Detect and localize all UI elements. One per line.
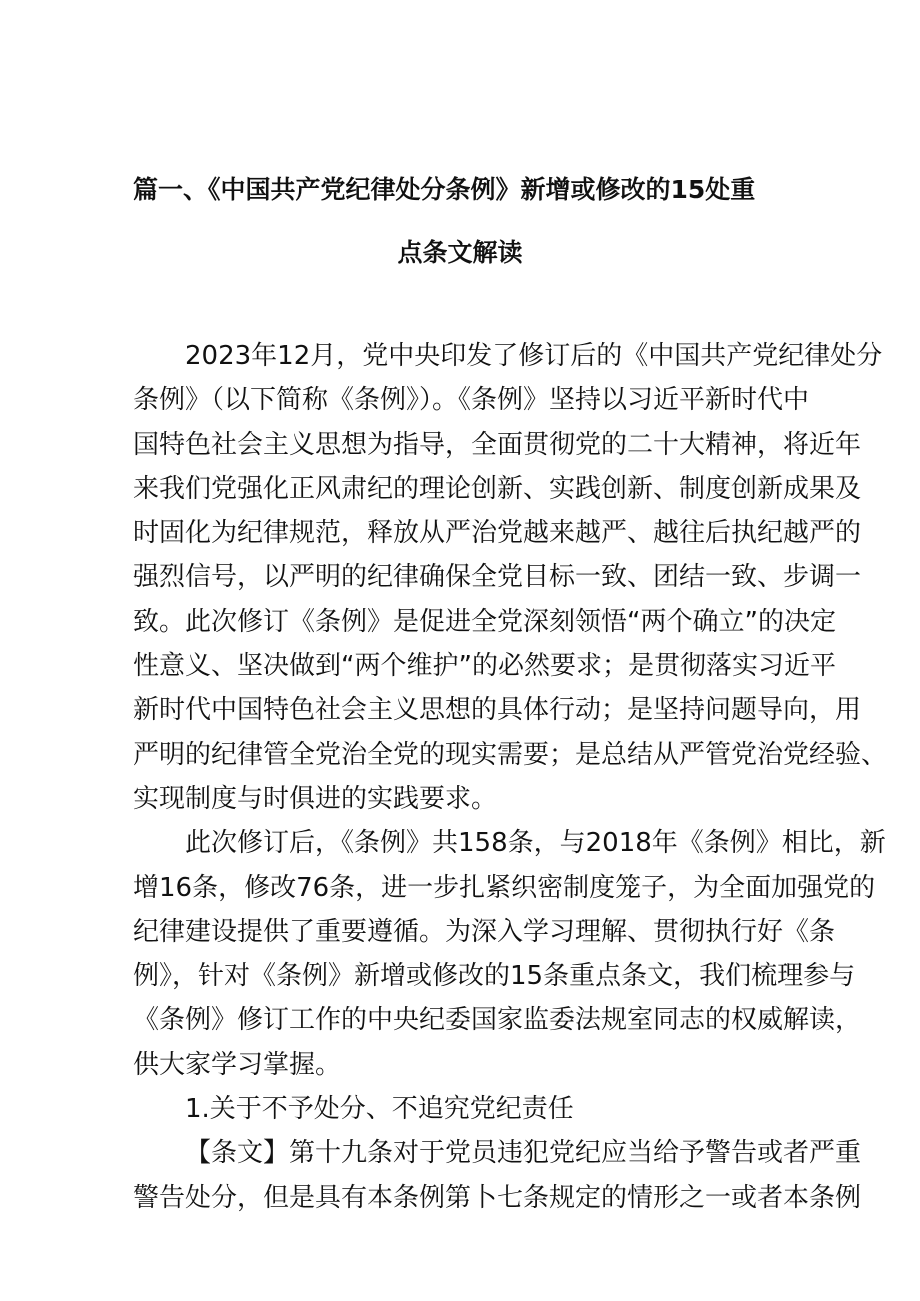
text-line: 新时代中国特色社会主义思想的具体行动；是坚持问题导向，用 <box>133 695 862 726</box>
paragraph-3 <box>133 1131 862 1220</box>
text-line: 国特色社会主义思想为指导，全面贯彻党的二十大精神，将近年 <box>133 429 862 460</box>
section-heading-1 <box>133 1087 793 1131</box>
text-line: 性意义、坚决做到“两个维护”的必然要求；是贯彻落实习近平 <box>133 651 836 682</box>
text-line: 供大家学习掌握。 <box>133 1049 342 1080</box>
text-line: 纪律建设提供了重要遵循。为深入学习理解、贯彻执行好《条 <box>133 916 836 947</box>
text-line: 实现制度与时俱进的实践要求。 <box>133 783 498 814</box>
text-line: 2023年12月，党中央印发了修订后的《中国共产党纪律处分 <box>185 341 883 371</box>
text-line: 【条文】第十九条对于党员违犯党纪应当给予警告或者严重 <box>185 1138 862 1169</box>
text-line: 强烈信号，以严明的纪律确保全党目标一致、团结一致、步调一 <box>133 562 862 593</box>
document-body <box>133 334 888 1220</box>
text-line: 例》，针对《条例》新增或修改的15条重点条文，我们梳理参与 <box>133 961 856 992</box>
paragraph-1 <box>133 334 888 821</box>
text-line: 警告处分，但是具有本条例第卜七条规定的情形之一或者本条例 <box>133 1182 862 1213</box>
numbered-item: 1.关于不予处分、不追究党纪责任 <box>185 1094 574 1125</box>
text-line: 时固化为纪律规范，释放从严治党越来越严、越往后执纪越严的 <box>133 518 862 549</box>
text-line: 《条例》修订工作的中央纪委国家监委法规室同志的权威解读， <box>133 1005 862 1036</box>
text-line: 来我们党强化正风肃纪的理论创新、实践创新、制度创新成果及 <box>133 473 862 504</box>
text-line: 此次修订后，《条例》共158条，与2018年《条例》相比，新 <box>185 828 886 859</box>
text-line: 严明的纪律管全党治全党的现实需要；是总结从严管党治党经验、 <box>133 739 888 770</box>
text-line: 增16条，修改76条，进一步扎紧织密制度笼子，为全面加强党的 <box>133 872 876 903</box>
document-title-line-2: 点条文解读 <box>397 238 523 267</box>
text-line: 致。此次修订《条例》是促进全党深刻领悟“两个确立”的决定 <box>133 606 836 637</box>
paragraph-2 <box>133 821 886 1087</box>
document-title-line-1: 篇一、《中国共产党纪律处分条例》新增或修改的15处重 <box>133 175 756 204</box>
text-line: 条例》（以下简称《条例》）。《条例》坚持以习近平新时代中 <box>133 385 810 416</box>
